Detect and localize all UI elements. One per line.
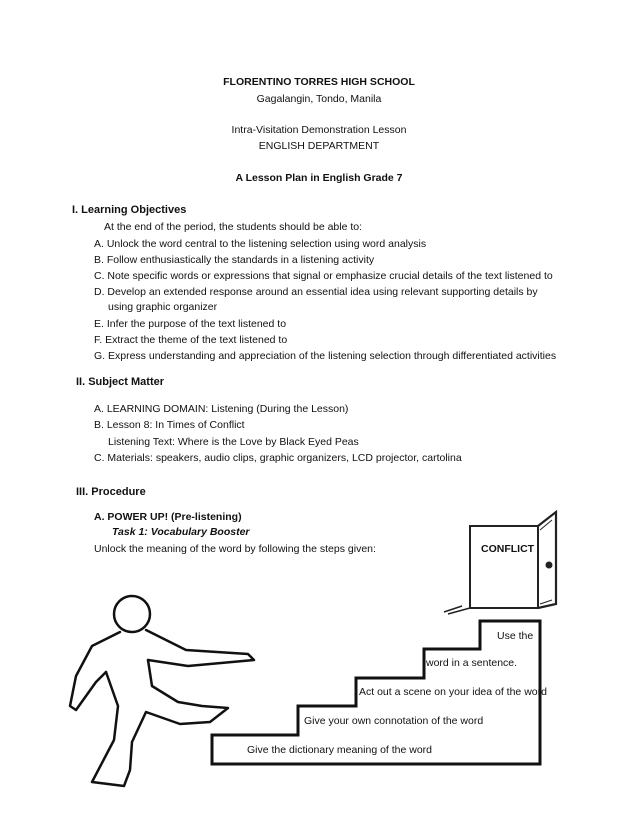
step-3-label: Act out a scene on your idea of the word <box>359 686 547 698</box>
objective-item: A. Unlock the word central to the listening selection using word analysis <box>94 238 427 250</box>
subject-item: A. LEARNING DOMAIN: Listening (During the Lesson) <box>94 403 349 415</box>
step-2-label: Give your own connotation of the word <box>304 715 484 727</box>
objectives-heading: I. Learning Objectives <box>72 204 187 216</box>
objective-item: E. Infer the purpose of the text listened to <box>94 318 287 330</box>
door-label: CONFLICT <box>481 543 535 555</box>
objective-item-continuation: using graphic organizer <box>108 301 218 313</box>
procedure-part-a: A. POWER UP! (Pre-listening) <box>94 511 242 523</box>
department: ENGLISH DEPARTMENT <box>258 140 380 152</box>
school-address: Gagalangin, Tondo, Manila <box>256 93 382 105</box>
task-instruction: Unlock the meaning of the word by following the steps given: <box>94 543 376 555</box>
walking-figure-icon <box>70 596 254 786</box>
subject-matter-heading: II. Subject Matter <box>76 376 165 388</box>
plan-title: A Lesson Plan in English Grade 7 <box>235 172 403 184</box>
lesson-type: Intra-Visitation Demonstration Lesson <box>231 124 407 136</box>
step-5-label: Use the <box>497 630 534 642</box>
procedure-heading: III. Procedure <box>76 486 146 498</box>
step-1-label: Give the dictionary meaning of the word <box>247 744 433 756</box>
school-name: FLORENTINO TORRES HIGH SCHOOL <box>223 76 415 88</box>
subject-item: B. Lesson 8: In Times of Conflict <box>94 419 245 431</box>
subject-item: C. Materials: speakers, audio clips, graphic organizers, LCD projector, cartolina <box>94 452 462 464</box>
objective-item: F. Extract the theme of the text listened to <box>94 334 288 346</box>
objectives-intro: At the end of the period, the students should be able to: <box>104 221 363 233</box>
objective-item: D. Develop an extended response around an essential idea using relevant supporting details by <box>94 286 538 298</box>
objective-item: C. Note specific words or expressions that signal or emphasize crucial details of the text listened to <box>94 270 553 282</box>
task-title: Task 1: Vocabulary Booster <box>112 526 250 538</box>
door-icon <box>444 512 556 614</box>
objective-item: G. Express understanding and appreciation of the listening selection through differentiated activities <box>94 350 557 362</box>
step-4-label: word in a sentence. <box>426 657 518 669</box>
subject-item-listening-text: Listening Text: Where is the Love by Black Eyed Peas <box>108 436 359 448</box>
objective-item: B. Follow enthusiastically the standards in a listening activity <box>94 254 375 266</box>
